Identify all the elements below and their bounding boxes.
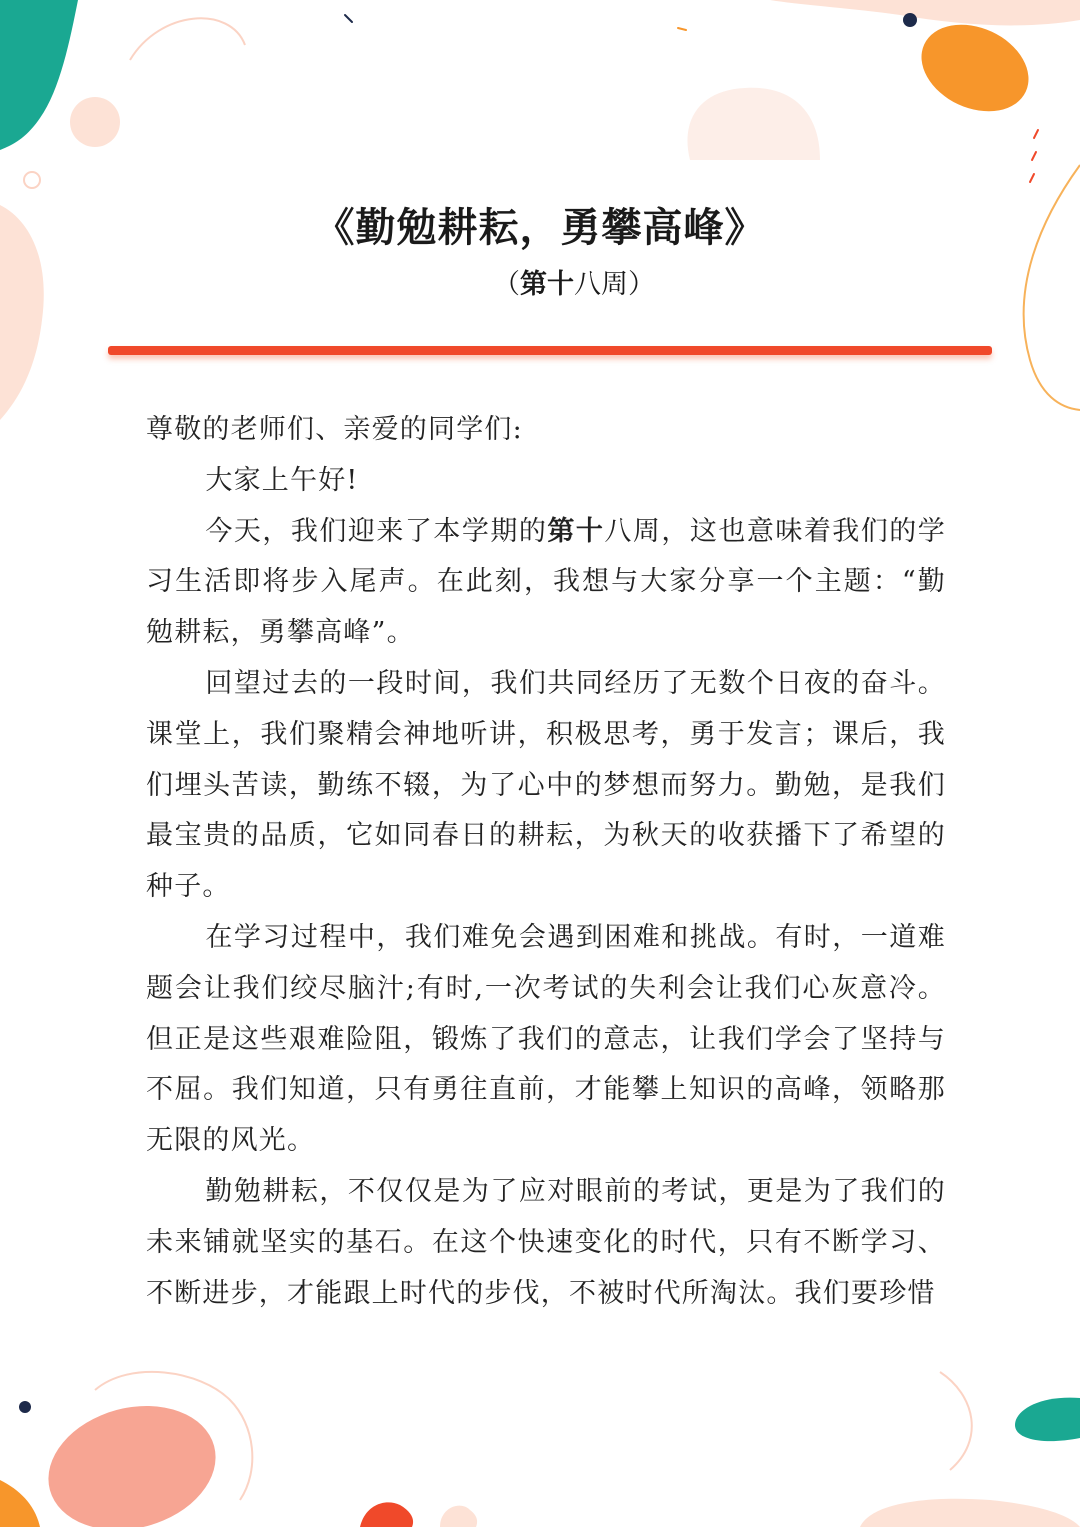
title-divider	[108, 346, 992, 355]
dash-mark	[1030, 174, 1034, 182]
dash-mark	[678, 28, 686, 30]
paragraph	[146, 507, 946, 659]
paragraph: 大家上午好!	[205, 464, 359, 496]
peach-dot	[70, 97, 120, 147]
salutation: 尊敬的老师们、亲爱的同学们:	[146, 414, 523, 445]
peach-blob-bottom	[440, 1506, 477, 1527]
coral-blob-bottom-left	[34, 1388, 229, 1527]
thin-arc-bottom-right	[940, 1372, 972, 1470]
teal-blob-top-left	[0, 0, 78, 150]
navy-dot	[903, 13, 917, 27]
subtitle-close: ）	[628, 269, 655, 300]
paragraph-text: 八周，这也意味着我们的学习生活即将步入尾声。在此刻，我想与大家分享一个主题：“勤勉耕耘，勇攀高峰”。	[146, 515, 946, 649]
paragraph: 回望过去的一段时间，我们共同经历了无数个日夜的奋斗。课堂上，我们聚精会神地听讲，积极思考，勇于发言；课后，我们埋头苦读，勤练不辍，为了心中的梦想而努力。勤勉，是我们最宝贵的品质，它如同春日的耕耘，为秋天的收获播下了希望的种子。	[146, 667, 946, 903]
paragraph: 勤勉耕耘，不仅仅是为了应对眼前的考试，更是为了我们的未来铺就坚实的基石。在这个快速变化的时代，只有不断学习、不断进步，才能跟上时代的步伐，不被时代所淘汰。我们要珍惜	[146, 1175, 946, 1309]
teal-blob-bottom-right	[1015, 1398, 1080, 1442]
pink-corner-top-right	[770, 0, 1080, 25]
speech-body	[146, 405, 946, 1319]
thin-arc-top-left	[130, 18, 245, 60]
paragraph: 在学习过程中，我们难免会遇到困难和挑战。有时，一道难题会让我们绞尽脑汁;有时,一次考试的失利会让我们心灰意冷。但正是这些艰难险阻，锻炼了我们的意志，让我们学会了坚持与不屈。我们知道，只有勇往直前，才能攀上知识的高峰，领略那无限的风光。	[146, 921, 946, 1157]
orange-blob-bottom	[360, 1502, 413, 1527]
orange-shape-bottom-left	[0, 1480, 40, 1527]
small-ring	[24, 172, 40, 188]
document-subtitle	[0, 262, 1080, 301]
dash-mark	[345, 15, 352, 22]
dash-mark	[1032, 152, 1036, 160]
pink-blob-top	[687, 88, 820, 160]
orange-blob-top-right	[907, 8, 1042, 128]
paragraph-strong: 第十	[547, 515, 605, 547]
subtitle-rest: 八周	[574, 269, 628, 300]
document-title: 《勤勉耕耘，勇攀高峰》	[314, 204, 766, 251]
paragraph-text: 今天，我们迎来了本学期的	[205, 515, 548, 547]
subtitle-open: （	[493, 269, 520, 300]
navy-dot	[19, 1401, 31, 1413]
pink-blob-bottom-right	[860, 1499, 1080, 1527]
subtitle-strong: 第十	[520, 269, 574, 300]
dash-mark	[1034, 130, 1038, 138]
